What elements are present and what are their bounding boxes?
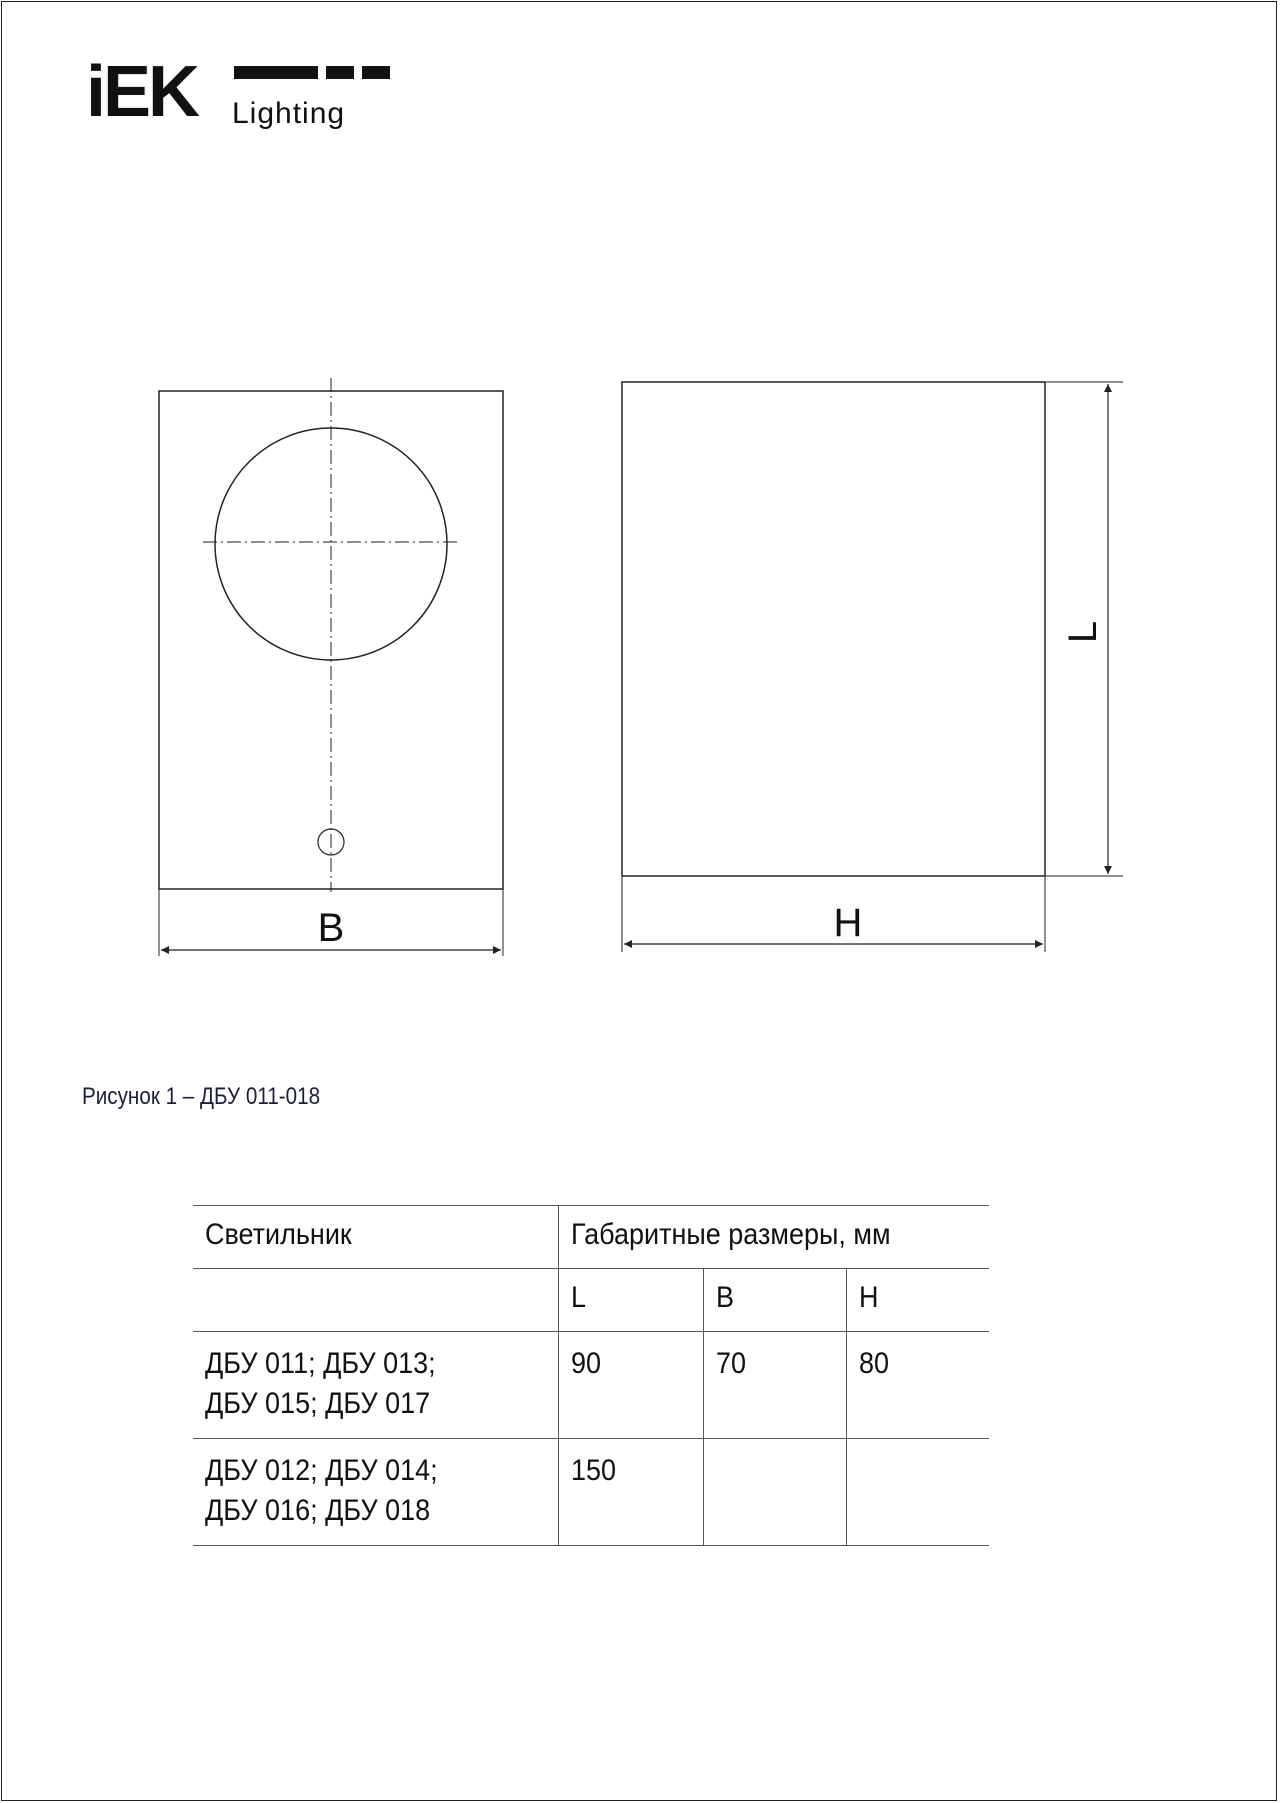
brand-mark: iEK <box>86 52 198 132</box>
table-row <box>193 1439 989 1546</box>
row-2-h <box>846 1439 989 1546</box>
row-1-h: 80 <box>846 1332 989 1439</box>
row-1-l: 90 <box>558 1332 703 1439</box>
table-row <box>193 1332 989 1439</box>
row-1-name: ДБУ 011; ДБУ 013; ДБУ 015; ДБУ 017 <box>193 1332 558 1439</box>
subheader-b: B <box>703 1269 846 1332</box>
table-subheader-row <box>193 1269 989 1332</box>
brand-subtitle: Lighting <box>232 97 346 130</box>
h-label: H <box>833 901 863 945</box>
l-label: L <box>1061 620 1105 644</box>
subheader-empty <box>193 1269 558 1332</box>
header-luminaire: Светильник <box>193 1206 558 1269</box>
table-header-row <box>193 1206 989 1269</box>
header-dimensions: Габаритные размеры, мм <box>558 1206 989 1269</box>
figure-caption: Рисунок 1 – ДБУ 011-018 <box>82 1083 321 1110</box>
row-2-l: 150 <box>558 1439 703 1546</box>
front-view <box>159 378 503 956</box>
b-label: B <box>317 906 345 950</box>
dimensions-table <box>193 1205 989 1546</box>
subheader-l: L <box>558 1269 703 1332</box>
subheader-h: H <box>846 1269 989 1332</box>
side-view <box>622 382 1123 952</box>
row-1-b: 70 <box>703 1332 846 1439</box>
side-view-body <box>622 382 1045 876</box>
row-2-name: ДБУ 012; ДБУ 014; ДБУ 016; ДБУ 018 <box>193 1439 558 1546</box>
row-2-b <box>703 1439 846 1546</box>
